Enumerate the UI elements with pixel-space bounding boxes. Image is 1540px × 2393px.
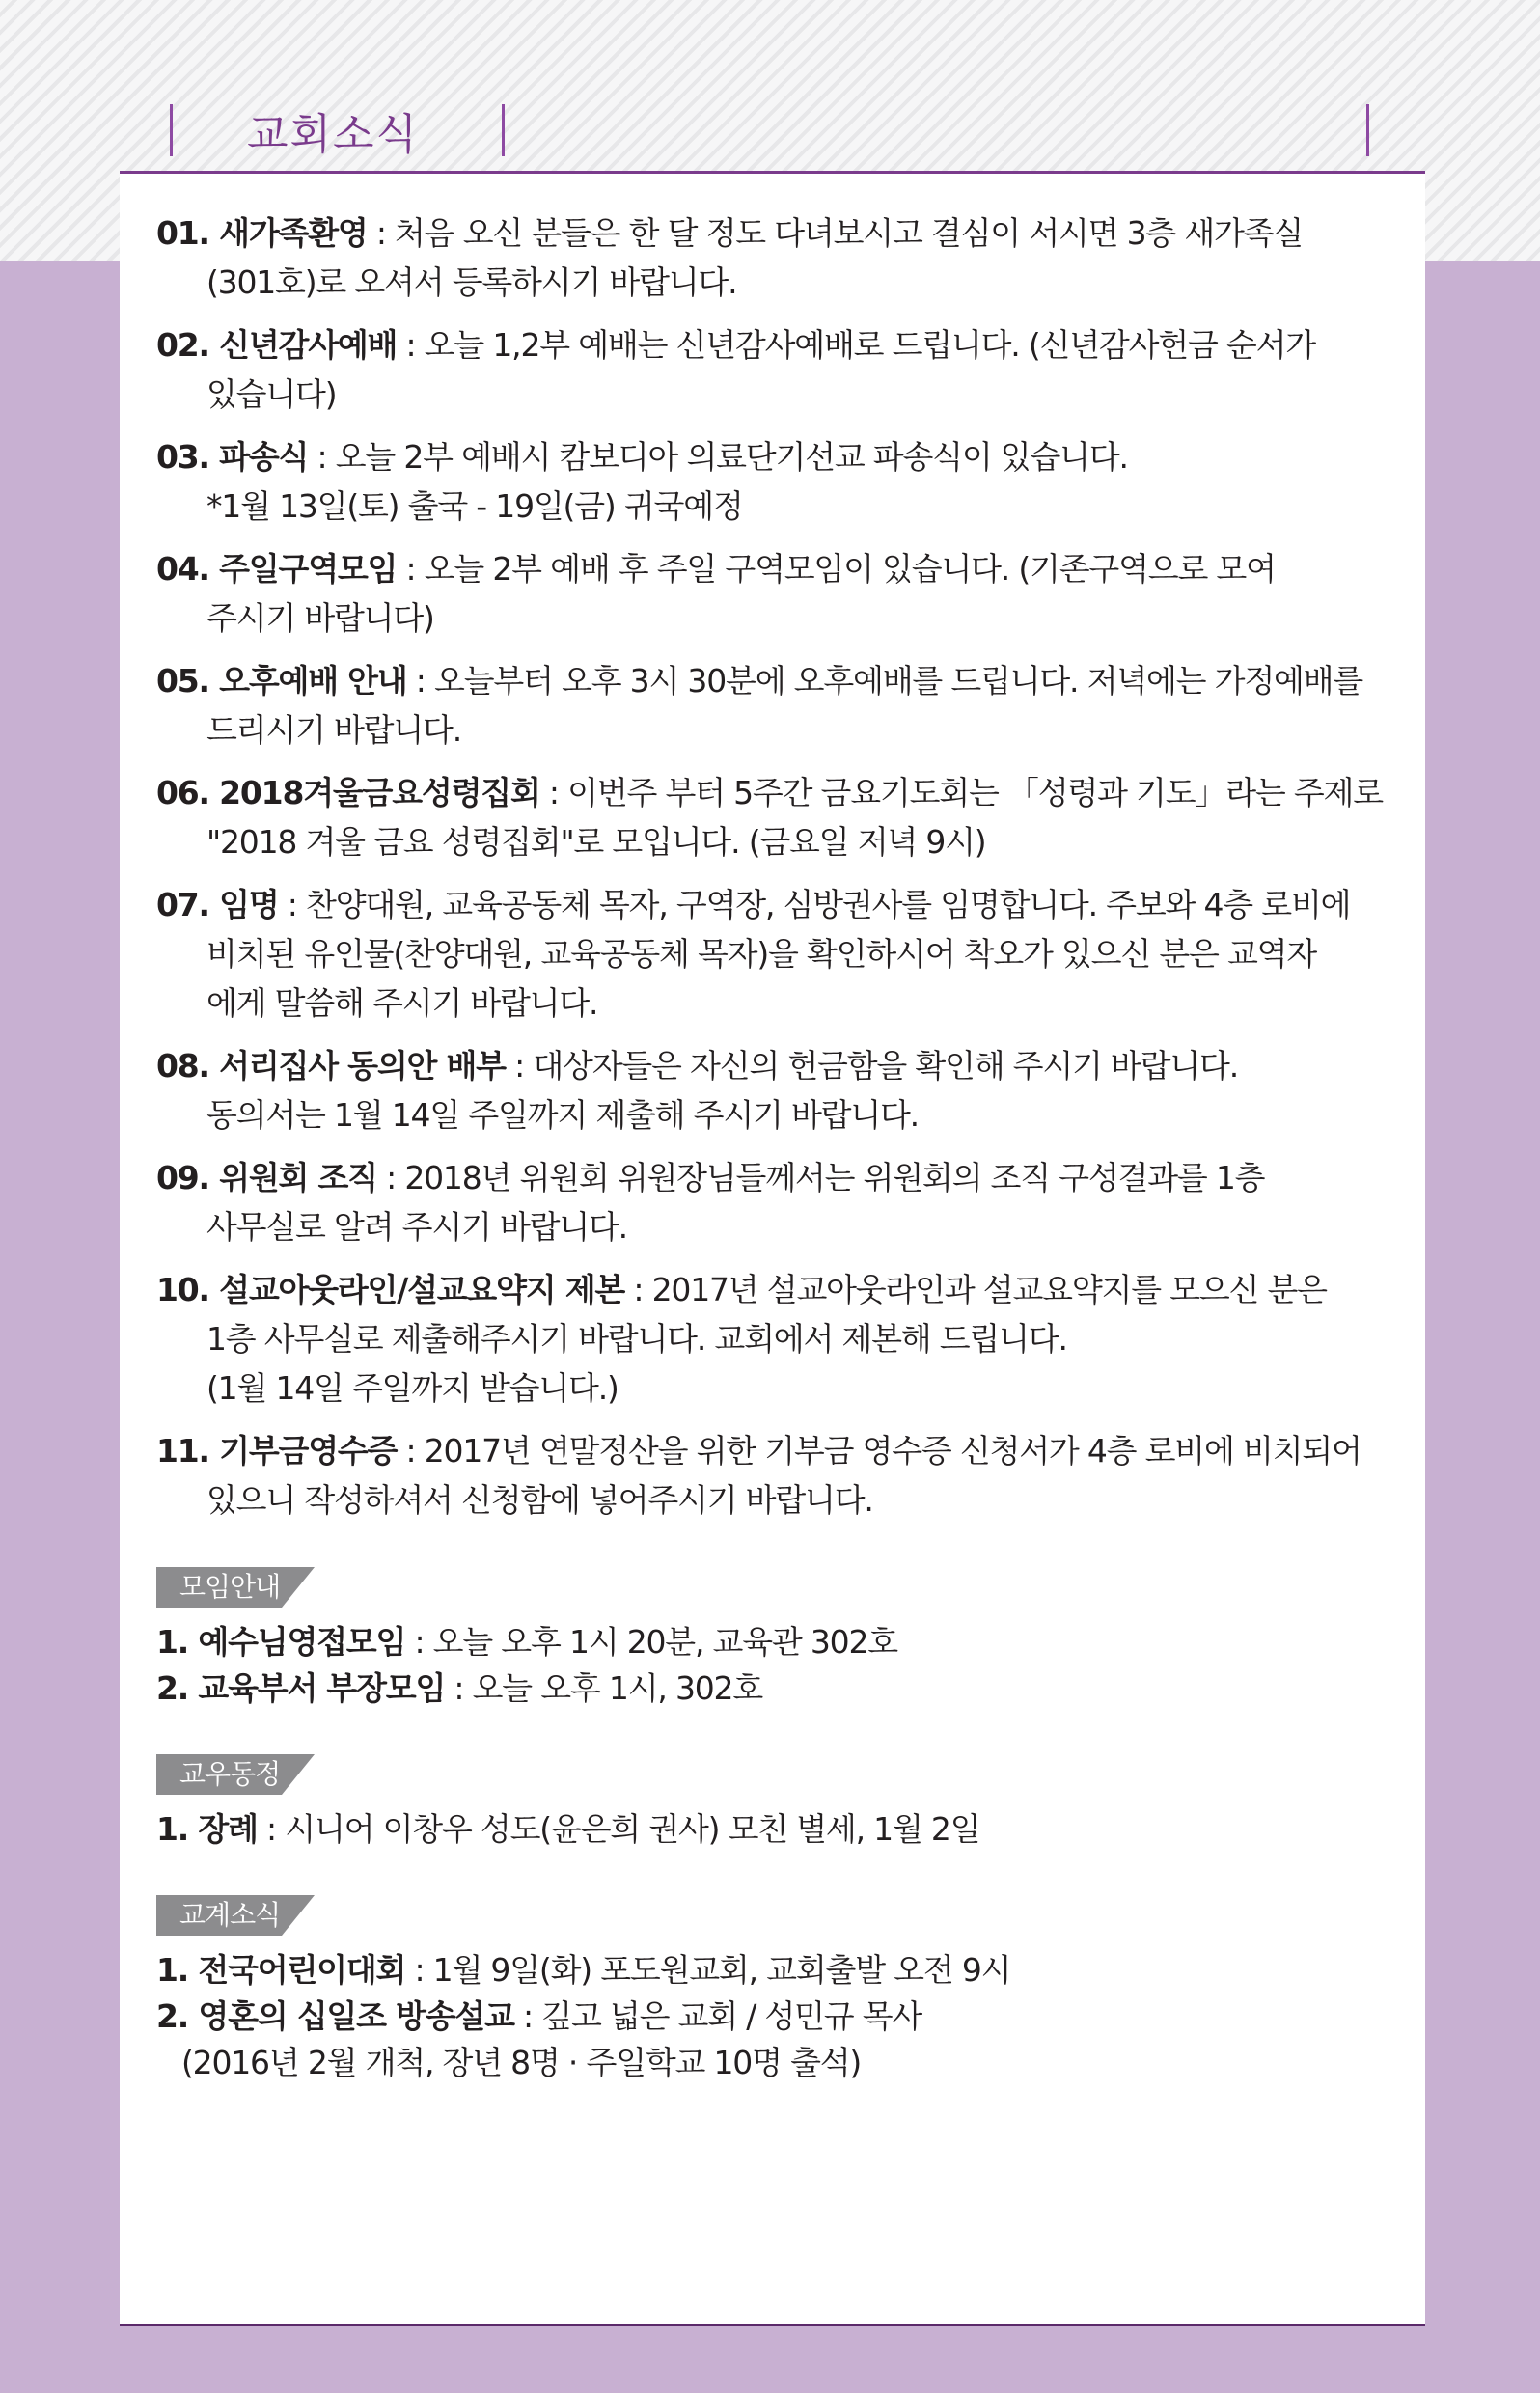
section-item-heading: [156, 1951, 405, 1989]
news-item-text: 1층 사무실로 제출해주시기 바랍니다. 교회에서 제본해 드립니다.: [206, 1320, 1067, 1358]
section-item-list: [156, 1947, 1401, 2086]
section-item-text: 시니어 이창우 성도(윤은희 권사) 모친 별세, 1월 2일: [285, 1810, 980, 1848]
section-item-number: 2.: [156, 1997, 189, 2035]
news-item: [156, 656, 1401, 755]
news-item-line: [156, 978, 1401, 1028]
news-item: [156, 1153, 1401, 1252]
news-item-line: 03. 파송식 : 오늘 2부 예배시 캄보디아 의료단기선교 파송식이 있습니다.: [156, 438, 1128, 476]
news-item-number: 02.: [156, 326, 209, 364]
news-item-line: [156, 1090, 1401, 1140]
news-item-heading: [156, 550, 397, 588]
news-item-line: 08. 서리집사 동의안 배부 : 대상자들은 자신의 헌금함을 확인해 주시기 바랍니다.: [156, 1047, 1238, 1085]
section-item-number: 2.: [156, 1669, 189, 1707]
news-item-heading: [156, 1432, 397, 1470]
section-item-title: 전국어린이대회: [198, 1951, 406, 1989]
header-underline: [120, 171, 1425, 174]
news-item-title: 서리집사 동의안 배부: [219, 1047, 506, 1085]
news-item-text: 오늘 2부 예배 후 주일 구역모임이 있습니다. (기존구역으로 모여: [424, 550, 1276, 588]
news-item-text: 2017년 연말정산을 위한 기부금 영수증 신청서가 4층 로비에 비치되어: [424, 1432, 1361, 1470]
news-item: [156, 320, 1401, 419]
section-item-heading: [156, 1997, 514, 2035]
section-item: [156, 1806, 1401, 1853]
news-item-line: 04. 주일구역모임 : 오늘 2부 예배 후 주일 구역모임이 있습니다. (기존구역으로 모여: [156, 550, 1276, 588]
news-item-title: 오후예배 안내: [219, 662, 407, 700]
news-item-line: [156, 258, 1401, 307]
news-item-title: 임명: [219, 886, 279, 923]
section-item-line: [156, 2040, 1401, 2086]
news-item-number: 10.: [156, 1271, 209, 1308]
section-item: [156, 1994, 1401, 2086]
news-item: [156, 544, 1401, 643]
news-item-line: [156, 705, 1401, 755]
news-item-line: 01. 새가족환영 : 처음 오신 분들은 한 달 정도 다녀보시고 결심이 서시면 3층 새가족실: [156, 214, 1304, 252]
section-item: [156, 1619, 1401, 1665]
news-item-heading: [156, 1271, 624, 1308]
footer-rule: [120, 2324, 1425, 2326]
news-item-text: 찬양대원, 교육공동체 목자, 구역장, 심방권사를 임명합니다. 주보와 4층 로비에: [306, 886, 1351, 923]
news-item-number: 01.: [156, 214, 209, 252]
news-item-line: [156, 929, 1401, 978]
news-item-text: 오늘부터 오후 3시 30분에 오후예배를 드립니다. 저녁에는 가정예배를: [434, 662, 1363, 700]
section-item-number: 1.: [156, 1810, 189, 1848]
news-item-line: 02. 신년감사예배 : 오늘 1,2부 예배는 신년감사예배로 드립니다. (신년감사헌금 순서가: [156, 326, 1315, 364]
news-item-title: 신년감사예배: [219, 326, 398, 364]
section-item-list: [156, 1806, 1401, 1853]
news-item-line: 05. 오후예배 안내 : 오늘부터 오후 3시 30분에 오후예배를 드립니다. 저녁에는 가정예배를: [156, 662, 1363, 700]
section-item-text: 1월 9일(화) 포도원교회, 교회출발 오전 9시: [432, 1951, 1011, 1989]
section-item-title: 교육부서 부장모임: [198, 1669, 446, 1707]
news-item: [156, 1041, 1401, 1140]
news-item-text: "2018 겨울 금요 성령집회"로 모입니다. (금요일 저녁 9시): [206, 823, 986, 861]
section-item-line: 1. 전국어린이대회 : 1월 9일(화) 포도원교회, 교회출발 오전 9시: [156, 1951, 1011, 1989]
news-item-line: [156, 1314, 1401, 1363]
section-item-heading: [156, 1669, 445, 1707]
news-item-line: [156, 1475, 1401, 1525]
news-item-text: 에게 말씀해 주시기 바랍니다.: [206, 984, 598, 1022]
news-item-line: 06. 2018겨울금요성령집회 : 이번주 부터 5주간 금요기도회는 「성령과 기도」라는 주제로: [156, 774, 1383, 811]
section-item-number: 1.: [156, 1951, 189, 1989]
section-item-text: 오늘 오후 1시 20분, 교육관 302호: [432, 1623, 897, 1661]
section-tag-label: 교계소식: [156, 1895, 282, 1936]
news-item-number: 04.: [156, 550, 209, 588]
news-item: [156, 1265, 1401, 1413]
section-item-line: 1. 장례 : 시니어 이창우 성도(윤은희 권사) 모친 별세, 1월 2일: [156, 1810, 980, 1848]
news-item: [156, 1426, 1401, 1525]
news-item-line: [156, 481, 1401, 531]
section-item: [156, 1665, 1401, 1712]
news-item-title: 주일구역모임: [219, 550, 398, 588]
header-right-bar: [1366, 104, 1369, 156]
section-item-heading: [156, 1810, 258, 1848]
news-item-text: (301호)로 오셔서 등록하시기 바랍니다.: [206, 263, 737, 301]
news-item-heading: [156, 1047, 506, 1085]
sections-container: [156, 1567, 1401, 2086]
info-section: [156, 1895, 1401, 2086]
section-item-title: 예수님영접모임: [198, 1623, 406, 1661]
news-item-text: 2017년 설교아웃라인과 설교요약지를 모으신 분은: [651, 1271, 1327, 1308]
news-item: [156, 432, 1401, 531]
header-left-bar: [170, 104, 173, 156]
news-item-text: 있습니다): [206, 375, 337, 413]
news-item-text: 비치된 유인물(찬양대원, 교육공동체 목자)을 확인하시어 착오가 있으신 분은 교역자: [206, 935, 1317, 973]
news-item-heading: [156, 438, 308, 476]
news-item: [156, 208, 1401, 307]
news-item-number: 11.: [156, 1432, 209, 1470]
section-item-list: [156, 1619, 1401, 1712]
news-item-text: 드리시기 바랍니다.: [206, 711, 462, 749]
news-item-number: 07.: [156, 886, 209, 923]
section-item-line: 2. 영혼의 십일조 방송설교 : 깊고 넓은 교회 / 성민규 목사: [156, 1997, 922, 2035]
section-tag-label: 모임안내: [156, 1567, 282, 1608]
section-item-title: 영혼의 십일조 방송설교: [198, 1997, 514, 2035]
news-item-heading: [156, 774, 540, 811]
news-item-heading: [156, 1159, 377, 1196]
news-item-line: [156, 370, 1401, 419]
news-item-line: [156, 1202, 1401, 1252]
news-item-line: 10. 설교아웃라인/설교요약지 제본 : 2017년 설교아웃라인과 설교요약지를 모으신 분은: [156, 1271, 1327, 1308]
section-item-title: 장례: [198, 1810, 258, 1848]
news-item: [156, 768, 1401, 866]
news-item-title: 기부금영수증: [219, 1432, 398, 1470]
news-item-title: 파송식: [219, 438, 309, 476]
news-item-heading: [156, 214, 368, 252]
news-item-text: 동의서는 1월 14일 주일까지 제출해 주시기 바랍니다.: [206, 1096, 919, 1134]
news-item-text: 대상자들은 자신의 헌금함을 확인해 주시기 바랍니다.: [533, 1047, 1238, 1085]
news-list: [156, 208, 1401, 1525]
section-item-text: (2016년 2월 개척, 장년 8명 · 주일학교 10명 출석): [181, 2044, 862, 2081]
news-item-text: 이번주 부터 5주간 금요기도회는 「성령과 기도」라는 주제로: [567, 774, 1383, 811]
news-item-title: 설교아웃라인/설교요약지 제본: [219, 1271, 625, 1308]
news-item-heading: [156, 886, 279, 923]
section-item-heading: [156, 1623, 405, 1661]
news-item-number: 06.: [156, 774, 209, 811]
info-section: [156, 1567, 1401, 1712]
section-item-line: 2. 교육부서 부장모임 : 오늘 오후 1시, 302호: [156, 1669, 763, 1707]
news-item-line: [156, 593, 1401, 643]
news-item-line: 11. 기부금영수증 : 2017년 연말정산을 위한 기부금 영수증 신청서가 4층 로비에 비치되어: [156, 1432, 1361, 1470]
page-title: 교회소식: [247, 110, 420, 159]
news-item-text: 2018년 위원회 위원장님들께서는 위원회의 조직 구성결과를 1층: [404, 1159, 1265, 1196]
news-item-title: 2018겨울금요성령집회: [219, 774, 540, 811]
news-item-text: 있으니 작성하셔서 신청함에 넣어주시기 바랍니다.: [206, 1481, 873, 1519]
section-item-text: 깊고 넓은 교회 / 성민규 목사: [541, 1997, 922, 2035]
info-section: [156, 1754, 1401, 1853]
news-item-line: 07. 임명 : 찬양대원, 교육공동체 목자, 구역장, 심방권사를 임명합니다. 주보와 4층 로비에: [156, 886, 1351, 923]
main-content: [156, 208, 1401, 2086]
news-item-line: 09. 위원회 조직 : 2018년 위원회 위원장님들께서는 위원회의 조직 구성결과를 1층: [156, 1159, 1265, 1196]
news-item-heading: [156, 662, 407, 700]
news-item-text: 오늘 1,2부 예배는 신년감사예배로 드립니다. (신년감사헌금 순서가: [424, 326, 1315, 364]
news-item-text: (1월 14일 주일까지 받습니다.): [206, 1369, 619, 1407]
news-item-text: *1월 13일(토) 출국 - 19일(금) 귀국예정: [206, 487, 743, 525]
news-item-line: [156, 1363, 1401, 1413]
news-item-text: 사무실로 알려 주시기 바랍니다.: [206, 1208, 627, 1246]
section-item-text: 오늘 오후 1시, 302호: [472, 1669, 763, 1707]
header-mid-bar: [502, 104, 505, 156]
news-item-number: 08.: [156, 1047, 209, 1085]
news-item-number: 05.: [156, 662, 209, 700]
news-item-title: 새가족환영: [219, 214, 368, 252]
section-item-number: 1.: [156, 1623, 189, 1661]
news-item-title: 위원회 조직: [219, 1159, 377, 1196]
section-item-line: 1. 예수님영접모임 : 오늘 오후 1시 20분, 교육관 302호: [156, 1623, 897, 1661]
section-item: [156, 1947, 1401, 1994]
news-item-number: 03.: [156, 438, 209, 476]
news-item-line: [156, 817, 1401, 866]
news-item-text: 오늘 2부 예배시 캄보디아 의료단기선교 파송식이 있습니다.: [335, 438, 1128, 476]
section-tag-label: 교우동정: [156, 1754, 282, 1795]
news-item-heading: [156, 326, 397, 364]
news-item-text: 주시기 바랍니다): [206, 599, 434, 637]
news-item-number: 09.: [156, 1159, 209, 1196]
news-item-text: 처음 오신 분들은 한 달 정도 다녀보시고 결심이 서시면 3층 새가족실: [395, 214, 1304, 252]
news-item: [156, 880, 1401, 1028]
